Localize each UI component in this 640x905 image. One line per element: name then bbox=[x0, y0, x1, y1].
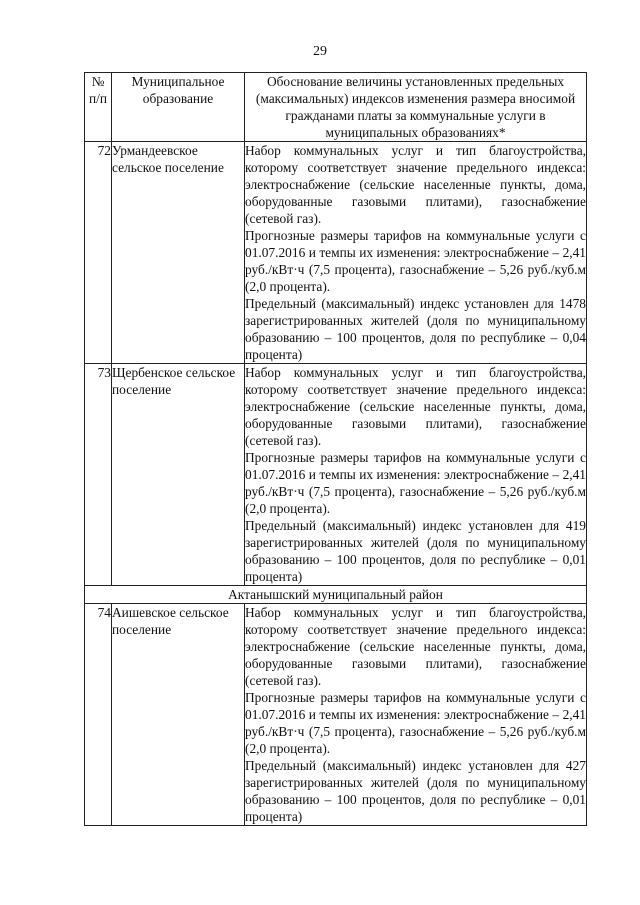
row-number: 72 bbox=[85, 142, 112, 364]
district-row bbox=[85, 586, 587, 604]
table-row bbox=[85, 604, 587, 826]
municipality-name: Аишевское сельское поселение bbox=[112, 604, 245, 826]
header-justification: Обоснование величины установленных предельных (максимальных) индексов изменения размера вносимой гражданами платы за коммунальные услуги в муниципальных образованиях* bbox=[245, 73, 587, 142]
index-paragraph: Предельный (максимальный) индекс установлен для 1478 зарегистрированных жителей (доля по муниципальному образованию – 100 процентов, доля по республике – 0,04 процента) bbox=[245, 296, 586, 362]
justification-cell bbox=[245, 364, 587, 586]
row-number: 74 bbox=[85, 604, 112, 826]
table-header-row bbox=[85, 73, 587, 142]
tariffs-paragraph: Прогнозные размеры тарифов на коммунальные услуги с 01.07.2016 и темпы их изменения: электроснабжение – 2,41 руб./кВт·ч (7,5 процента), газоснабжение – 5,26 руб./куб.м (2,0 процента). bbox=[245, 690, 586, 756]
tariffs-paragraph: Прогнозные размеры тарифов на коммунальные услуги с 01.07.2016 и темпы их изменения: электроснабжение – 2,41 руб./кВт·ч (7,5 процента), газоснабжение – 5,26 руб./куб.м (2,0 процента). bbox=[245, 228, 586, 294]
table-row bbox=[85, 142, 587, 364]
services-paragraph: Набор коммунальных услуг и тип благоустройства, которому соответствует значение предельного индекса: электроснабжение (сельские населенные пункты, дома, оборудованные газовыми плитами), газоснабжение (сетевой газ). bbox=[245, 143, 586, 226]
tariffs-paragraph: Прогнозные размеры тарифов на коммунальные услуги с 01.07.2016 и темпы их изменения: электроснабжение – 2,41 руб./кВт·ч (7,5 процента), газоснабжение – 5,26 руб./куб.м (2,0 процента). bbox=[245, 450, 586, 516]
tariff-index-table bbox=[84, 72, 587, 826]
header-num: № п/п bbox=[85, 73, 112, 142]
row-number: 73 bbox=[85, 364, 112, 586]
index-paragraph: Предельный (максимальный) индекс установлен для 427 зарегистрированных жителей (доля по муниципальному образованию – 100 процентов, доля по республике – 0,01 процента) bbox=[245, 758, 586, 824]
municipality-name: Щербенское сельское поселение bbox=[112, 364, 245, 586]
header-municipality: Муниципальное образование bbox=[112, 73, 245, 142]
justification-cell bbox=[245, 142, 587, 364]
table-row bbox=[85, 364, 587, 586]
index-paragraph: Предельный (максимальный) индекс установлен для 419 зарегистрированных жителей (доля по муниципальному образованию – 100 процентов, доля по республике – 0,01 процента) bbox=[245, 518, 586, 584]
page-number: 29 bbox=[313, 44, 327, 59]
services-paragraph: Набор коммунальных услуг и тип благоустройства, которому соответствует значение предельного индекса: электроснабжение (сельские населенные пункты, дома, оборудованные газовыми плитами), газоснабжение (сетевой газ). bbox=[245, 605, 586, 688]
services-paragraph: Набор коммунальных услуг и тип благоустройства, которому соответствует значение предельного индекса: электроснабжение (сельские населенные пункты, дома, оборудованные газовыми плитами), газоснабжение (сетевой газ). bbox=[245, 365, 586, 448]
district-name: Актанышский муниципальный район bbox=[85, 586, 587, 604]
justification-cell bbox=[245, 604, 587, 826]
municipality-name: Урмандеевское сельское поселение bbox=[112, 142, 245, 364]
